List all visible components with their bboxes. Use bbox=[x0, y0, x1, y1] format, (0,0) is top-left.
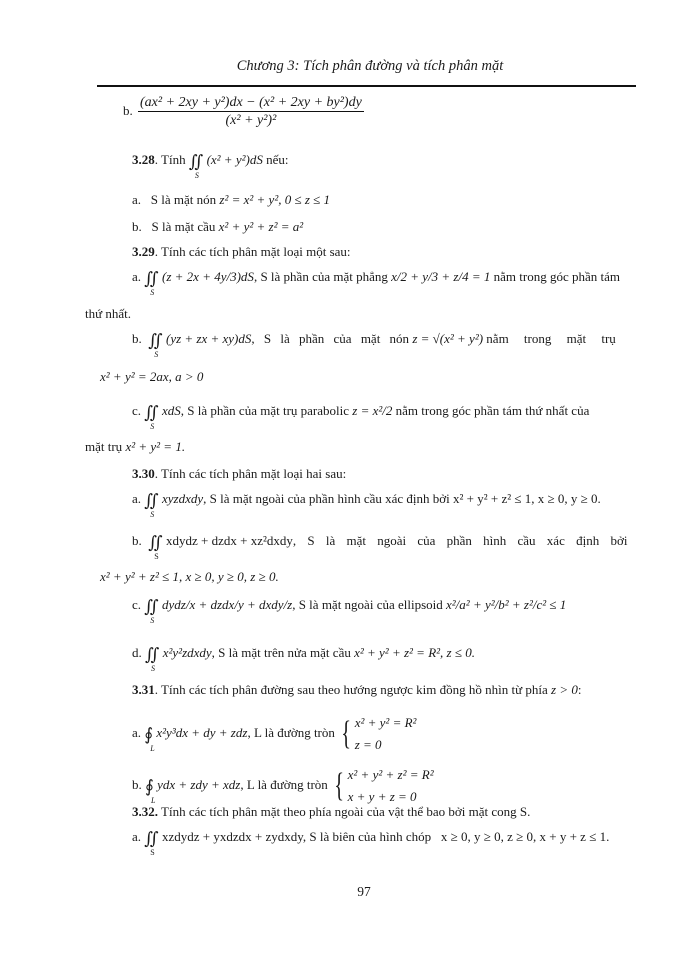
item-math: z = √(x² + y²) bbox=[412, 331, 484, 346]
item-text: , S là biên của hình chóp bbox=[302, 829, 432, 844]
exercise-3-29-b bbox=[132, 331, 616, 359]
item-text: , S là phần của mặt nón bbox=[251, 331, 410, 346]
exercise-3-29-c bbox=[132, 403, 590, 431]
brace-icon: { bbox=[341, 715, 352, 752]
fraction bbox=[138, 96, 364, 128]
item-label: b. bbox=[132, 331, 142, 346]
double-integral-icon: ∬ S bbox=[144, 491, 159, 519]
contour-integral-icon: ∮ L bbox=[145, 776, 156, 805]
exercise-intro: . Tính bbox=[154, 152, 186, 167]
item-text: S là mặt nón bbox=[150, 192, 217, 207]
denominator: (x² + y²)² bbox=[225, 113, 277, 128]
exercise-3-30-c bbox=[132, 597, 567, 625]
exercise-3-31: 3.31. Tính các tích phân đường sau theo hướng ngược kim đồng hồ nhìn từ phía z > 0: bbox=[132, 682, 582, 697]
exercise-3-32 bbox=[132, 805, 530, 818]
integral-domain: S bbox=[194, 171, 199, 180]
item-label: b. bbox=[132, 533, 142, 548]
item-label: b. bbox=[123, 102, 133, 118]
item-text: , S là mặt ngoài của phần hình cầu xác định bởi bbox=[292, 533, 628, 548]
item-label: c. bbox=[132, 403, 142, 418]
contour-integral-icon: ∮ L bbox=[144, 724, 155, 753]
exercise-prev-b bbox=[123, 96, 366, 128]
double-integral-icon: ∬ S bbox=[188, 152, 204, 180]
item-label: b. bbox=[132, 219, 142, 234]
item-math: x² + y² + z² ≤ 1, x ≥ 0, y ≥ 0, z ≥ 0. bbox=[100, 569, 279, 584]
brace-icon: { bbox=[334, 767, 345, 804]
exercise-suffix: nếu: bbox=[266, 152, 289, 167]
item-text: nằm trong góc phần tám thứ nhất của bbox=[395, 403, 590, 418]
system-eq-1: x² + y² + z² = R² bbox=[347, 767, 434, 782]
exercise-3-29-a bbox=[132, 269, 620, 297]
numerator: (ax² + 2xy + y²)dx − (x² + 2xy + by²)dy bbox=[140, 95, 362, 110]
item-text: , S là phần của mặt trụ parabolic bbox=[180, 403, 350, 418]
double-integral-icon: ∬ S bbox=[144, 269, 159, 297]
exercise-number: 3.28 bbox=[132, 152, 155, 167]
integrand: x²y³dx + dy + zdz bbox=[156, 724, 248, 740]
integrand: xzdydz + yxdzdx + zydxdy bbox=[162, 829, 303, 844]
integrand: (x² + y²)dS bbox=[206, 152, 263, 167]
chapter-header: Chương 3: Tích phân đường và tích phân mặt bbox=[236, 58, 504, 74]
item-math: x²/a² + y²/b² + z²/c² ≤ 1 bbox=[446, 597, 567, 612]
exercise-intro: . Tính các tích phân mặt loại hai sau: bbox=[154, 466, 347, 481]
item-text: , S là mặt ngoài của ellipsoid bbox=[292, 597, 443, 612]
item-math: x² + y² + z² = a² bbox=[218, 219, 304, 234]
item-label: a. bbox=[132, 491, 142, 506]
exercise-intro: . Tính các tích phân đường sau theo hướng ngược kim đồng hồ nhìn từ phía bbox=[154, 682, 548, 697]
exercise-number: 3.32. bbox=[132, 804, 158, 819]
item-math: x² + y² + z² ≤ 1, x ≥ 0, y ≥ 0. bbox=[453, 491, 601, 506]
item-math: x ≥ 0, y ≥ 0, z ≥ 0, x + y + z ≤ 1. bbox=[440, 829, 610, 844]
item-text: nằm trong góc phần tám bbox=[493, 269, 620, 284]
double-integral-icon: ∬ S bbox=[148, 533, 163, 561]
double-integral-icon: ∬ S bbox=[144, 403, 159, 431]
item-math: z > 0 bbox=[551, 682, 578, 697]
item-label: a. bbox=[132, 269, 142, 284]
exercise-intro: . Tính các tích phân mặt loại một sau: bbox=[154, 244, 351, 259]
item-math: z² = x² + y², 0 ≤ z ≤ 1 bbox=[219, 192, 331, 207]
exercise-3-30-b bbox=[132, 533, 628, 561]
item-text: mặt trụ bbox=[85, 439, 123, 454]
exercise-3-31-b bbox=[132, 764, 434, 808]
page-number: 97 bbox=[357, 884, 371, 899]
equation-system bbox=[348, 764, 434, 808]
system-eq-1: x² + y² = R² bbox=[354, 715, 417, 730]
integrand: xdS bbox=[162, 403, 181, 418]
item-label: a. bbox=[132, 829, 142, 844]
item-math: x/2 + y/3 + z/4 = 1 bbox=[391, 269, 491, 284]
integrand: x²y²zdxdy bbox=[162, 645, 212, 660]
item-math: x² + y² = 2ax, a > 0 bbox=[100, 369, 204, 384]
system-eq-2: x + y + z = 0 bbox=[347, 789, 417, 804]
double-integral-icon: ∬ S bbox=[144, 829, 159, 857]
exercise-3-28-a bbox=[132, 193, 330, 206]
exercise-3-30-b-cont bbox=[100, 570, 279, 583]
item-label: a. bbox=[132, 724, 142, 740]
item-text: , S là phần của mặt phẳng bbox=[253, 269, 388, 284]
exercise-number: 3.29 bbox=[132, 244, 155, 259]
double-integral-icon: ∬ S bbox=[148, 331, 163, 359]
exercise-3-30-a bbox=[132, 491, 601, 519]
exercise-3-32-a bbox=[132, 829, 610, 857]
integrand: (z + 2x + 4y/3)dS bbox=[162, 269, 254, 284]
exercise-3-29-b-cont bbox=[100, 370, 203, 383]
exercise-3-30 bbox=[132, 467, 346, 480]
integral-domain: L bbox=[150, 743, 155, 753]
item-text: nằm trong mặt trụ bbox=[486, 331, 616, 346]
exercise-3-28-b bbox=[132, 220, 303, 233]
item-label: a. bbox=[132, 192, 142, 207]
exercise-3-29-c-cont bbox=[85, 440, 185, 453]
integrand: xdydz + dzdx + xz²dxdy bbox=[165, 533, 293, 548]
double-integral-icon: ∬ S bbox=[145, 645, 160, 673]
integral-domain: S bbox=[150, 848, 155, 857]
item-text: , L là đường tròn bbox=[240, 776, 328, 792]
integrand: dydz/x + dzdx/y + dxdy/z bbox=[162, 597, 293, 612]
exercise-number: 3.31 bbox=[132, 682, 155, 697]
item-text: , L là đường tròn bbox=[247, 724, 335, 740]
exercise-intro: Tính các tích phân mặt theo phía ngoài của vật thể bao bởi mặt cong S. bbox=[158, 804, 531, 819]
item-math: z = x²/2 bbox=[352, 403, 393, 418]
integrand: ydx + zdy + xdz bbox=[157, 776, 241, 792]
item-text: S là mặt cầu bbox=[151, 219, 216, 234]
equation-system bbox=[355, 712, 417, 756]
item-text: thứ nhất. bbox=[85, 306, 132, 321]
integral-domain: L bbox=[151, 795, 156, 805]
double-integral-icon: ∬ S bbox=[144, 597, 159, 625]
header-rule bbox=[97, 85, 636, 87]
exercise-3-29-a-cont bbox=[85, 307, 131, 320]
exercise-3-31-a bbox=[132, 712, 416, 756]
item-text: , S là mặt trên nửa mặt cầu bbox=[211, 645, 351, 660]
integrand: (yz + zx + xy)dS bbox=[165, 331, 252, 346]
system-eq-2: z = 0 bbox=[354, 737, 382, 752]
exercise-3-28 bbox=[132, 152, 289, 180]
item-label: c. bbox=[132, 597, 142, 612]
item-math: x² + y² + z² = R², z ≤ 0. bbox=[354, 645, 475, 660]
exercise-3-29 bbox=[132, 245, 351, 258]
item-label: b. bbox=[132, 776, 142, 792]
integrand: xyzdxdy bbox=[162, 491, 204, 506]
item-text: , S là mặt ngoài của phần hình cầu xác định bởi bbox=[203, 491, 450, 506]
item-math: x² + y² = 1. bbox=[125, 439, 186, 454]
item-label: d. bbox=[132, 645, 142, 660]
exercise-3-30-d bbox=[132, 645, 475, 673]
exercise-number: 3.30 bbox=[132, 466, 155, 481]
